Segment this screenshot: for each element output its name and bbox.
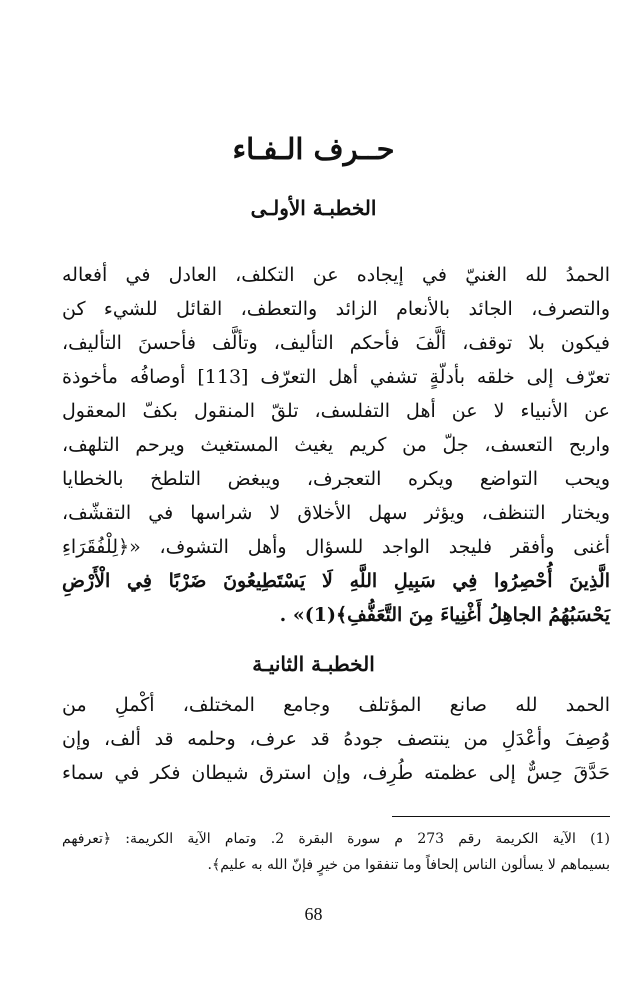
- paragraph-line: وُصِفَ وأعْدَلِ من ينتصف جودهُ قد عرف، وحلمه قد ألف، وإن: [62, 728, 610, 750]
- chapter-title: حــرف الـفـاء: [232, 132, 395, 166]
- paragraph-line: واربح التعسف، جلّ من كريم يغيث المستغيث ويرحم التلهف،: [62, 434, 610, 456]
- page-number: 68: [304, 904, 323, 924]
- paragraph-line: ويحب التواضع ويكره التعجرف، ويبغض التلطخ بالخطايا: [62, 468, 610, 490]
- paragraph-line: حَدَّقَ حِسٌّ إلى عظمته طُرِف، وإن استرق شيطان فكر في سماء: [62, 762, 610, 784]
- sermon-1-title: الخطبـة الأولـى: [250, 196, 377, 220]
- paragraph-line: الحمد لله صانع المؤتلف وجامع المختلف، أكْملِ من: [62, 694, 610, 716]
- paragraph-line: عن الأنبياء لا عن أهل التفلسف، تلقّ المنقول بكفّ المعقول: [62, 400, 610, 422]
- footnote-line: (1) الآية الكريمة رقم 273 م سورة البقرة 2. وتمام الآية الكريمة: ﴿تعرفهم: [62, 831, 611, 847]
- paragraph-line: أغنى وأفقر فليجد الواجد للسؤال وأهل التشوف، «﴿لِلْفُقَرَاءِ: [62, 536, 610, 558]
- quran-verse-line: يَحْسَبُهُمُ الجاهِلُ أَغْنِياءَ مِنَ التَّعَفُّفِ﴾(1)» .: [279, 604, 610, 626]
- paragraph-line: والتصرف، الجائد بالأنعام الزائد والتعطف، القائل للشيء كن: [62, 298, 610, 320]
- sermon-2-title: الخطبـة الثانيـة: [252, 652, 375, 676]
- quran-verse-line: الَّذِينَ أُحْصِرُوا فِي سَبِيلِ اللَّهِ لَا يَسْتَطِيعُونَ ضَرْبًا فِي الْأَرْضِ: [62, 570, 610, 592]
- paragraph-line: تعرّف إلى خلقه بأدلّةٍ تشفي أهل التعرّف [113] أوصافُه مأخوذة: [62, 366, 610, 388]
- paragraph-line: ويختار التنظف، ويؤثر سهل الأخلاق لا شراسها في التقشّف،: [62, 502, 610, 524]
- footnote-line: بسيماهم لا يسألون الناس إلحافاً وما تنفقوا من خيرٍ فإنّ الله به عليم﴾.: [207, 857, 610, 873]
- paragraph-line: الحمدُ لله الغنيّ في إيجاده عن التكلف، العادل في أفعاله: [62, 264, 610, 286]
- paragraph-line: فيكون بلا توقف، ألَّفَ فأحكم التأليف، وتألَّف فأحسنَ التأليف،: [62, 332, 610, 354]
- footnote-divider: [392, 816, 610, 817]
